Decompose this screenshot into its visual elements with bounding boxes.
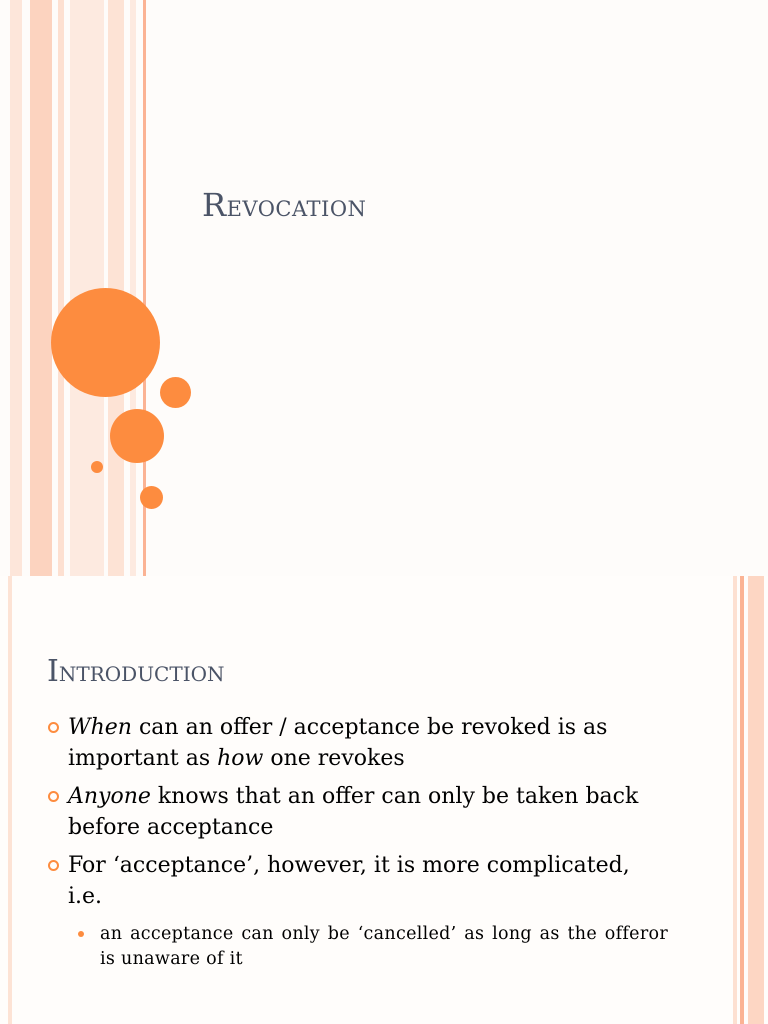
decor-stripe (58, 0, 64, 576)
decor-circle-small (160, 377, 191, 408)
list-item: Anyone knows that an offer can only be taken back before acceptance (48, 781, 668, 843)
decor-stripe (8, 576, 12, 1024)
bullet-ring-icon (48, 722, 59, 733)
content-slide (0, 576, 768, 1024)
slide-title: Introduction (47, 654, 225, 689)
decor-circle-medium (110, 409, 164, 463)
decor-circle-tiny (91, 461, 103, 473)
decor-stripe (10, 0, 22, 576)
bullet-list (48, 712, 668, 972)
decor-stripe (740, 576, 744, 1024)
decor-circle-large (51, 288, 160, 397)
decor-circle-small (140, 486, 163, 509)
sub-list-item: an acceptance can only be ‘cancelled’ as long as the offeror is unaware of it (48, 922, 668, 972)
decor-stripe (733, 576, 737, 1024)
list-item: When can an offer / acceptance be revoked is as important as how one revokes (48, 712, 668, 774)
bullet-ring-icon (48, 860, 59, 871)
list-item: For ‘acceptance’, however, it is more complicated, i.e. (48, 850, 668, 912)
bullet-ring-icon (48, 791, 59, 802)
decor-stripe (748, 576, 764, 1024)
bullet-dot-icon (78, 931, 84, 937)
decor-stripe (130, 0, 136, 576)
decor-stripe (30, 0, 52, 576)
slide-title: Revocation (202, 186, 367, 224)
